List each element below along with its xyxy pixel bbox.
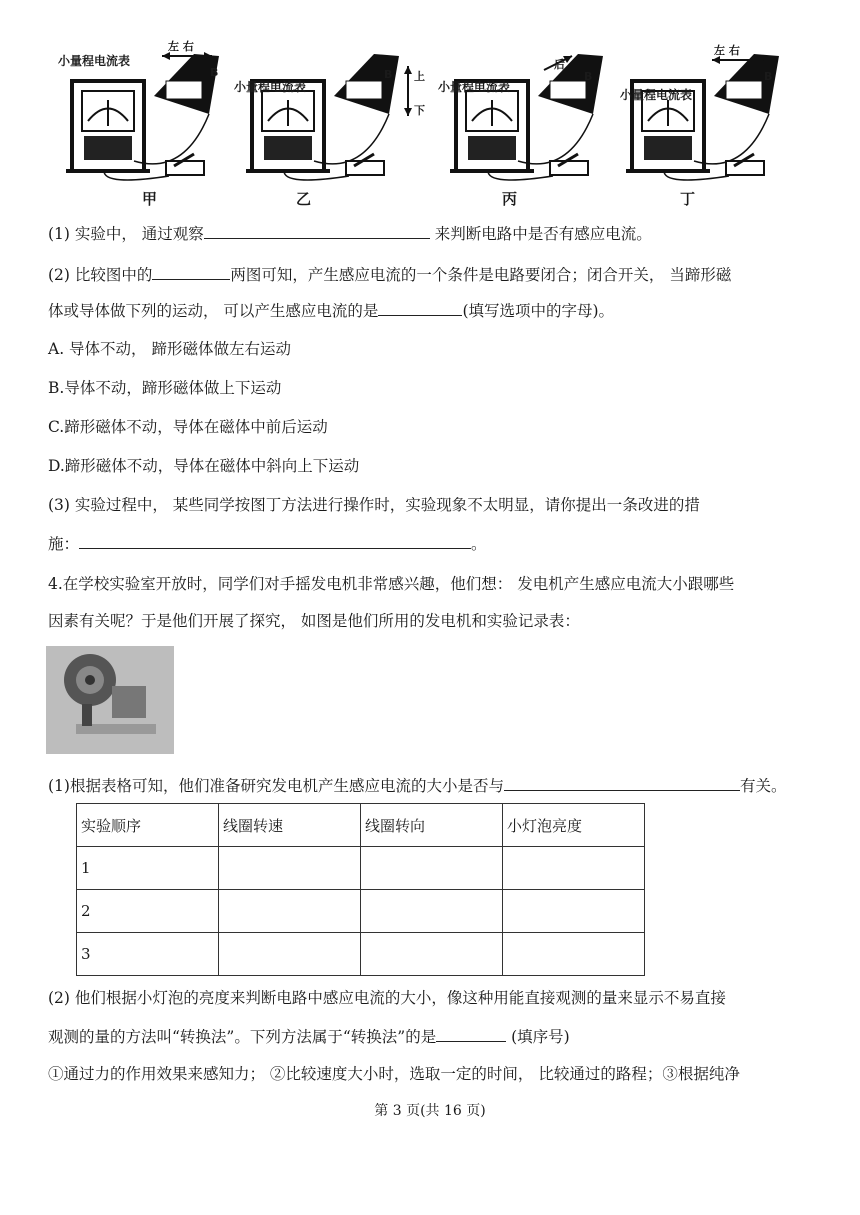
p4-sub2-line3: ①通过力的作用效果来感知力； ②比较速度大小时，选取一定的时间， 比较通过的路程；③根据纯净 <box>48 1065 740 1083</box>
q2-line2-prefix: 体或导体做下列的运动， 可以产生感应电流的是 <box>48 302 379 320</box>
q3-answer-blank[interactable] <box>79 532 471 549</box>
option-a: A. 导体不动， 蹄形磁体做左右运动 <box>48 340 291 358</box>
q3-line1: (3) 实验过程中， 某些同学按图丁方法进行操作时，实验现象不太明显，请你提出一条改进的措 <box>48 496 700 514</box>
direction-ding: 左 右 <box>714 44 740 57</box>
option-d: D.蹄形磁体不动，导体在磁体中斜向上下运动 <box>48 457 360 475</box>
direction-jia: 左 右 <box>168 40 194 53</box>
q3-line2-prefix: 施： <box>48 535 80 553</box>
experiment-figure <box>44 26 814 212</box>
page-footer: 第 3 页(共 16 页) <box>374 1103 486 1119</box>
panel-label-bing: 丙 <box>502 190 518 208</box>
table-header: 小灯泡亮度 <box>503 804 645 847</box>
meter-title-ding: 小量程电流表 <box>620 88 693 102</box>
p4-sub1-suffix: 有关。 <box>739 777 787 795</box>
q2-option-blank[interactable] <box>378 299 462 316</box>
q2-prefix: (2) 比较图中的 <box>48 266 153 284</box>
q2-line2-suffix: (填写选项中的字母)。 <box>462 302 615 320</box>
p4-line2: 因素有关呢？于是他们开展了探究， 如图是他们所用的发电机和实验记录表： <box>48 612 580 630</box>
panel-label-ding: 丁 <box>680 190 696 208</box>
table-cell: 2 <box>77 890 219 933</box>
meter-title-yi: 小量程电流表 <box>234 80 307 94</box>
meter-title-jia: 小量程电流表 <box>58 54 131 68</box>
table-cell: 1 <box>77 847 219 890</box>
direction-yi-top: 上 <box>414 70 425 83</box>
table-cell[interactable] <box>503 890 645 933</box>
option-c: C.蹄形磁体不动，导体在磁体中前后运动 <box>48 418 328 436</box>
p4-sub2-blank[interactable] <box>436 1025 506 1042</box>
table-cell[interactable] <box>219 933 361 976</box>
p4-sub2-line2 <box>48 1025 570 1048</box>
terminal-b-jia: B <box>210 66 219 79</box>
q1-answer-blank[interactable] <box>204 222 430 239</box>
table-row <box>77 933 645 976</box>
q1-prefix: (1) 实验中， 通过观察 <box>48 225 204 243</box>
table-cell[interactable] <box>361 847 503 890</box>
table-cell[interactable] <box>503 847 645 890</box>
terminal-b-ding: B <box>764 70 773 83</box>
q1-suffix: 来判断电路中是否有感应电流。 <box>429 225 652 243</box>
record-table <box>76 803 645 976</box>
table-header: 线圈转向 <box>361 804 503 847</box>
p4-sub1-blank[interactable] <box>504 774 740 791</box>
p4-sub2-line2-prefix: 观测的量的方法叫“转换法”。下列方法属于“转换法”的是 <box>48 1028 437 1046</box>
q3-line2-suffix: 。 <box>471 535 487 553</box>
q2-line2 <box>48 299 614 322</box>
p4-sub2-line2-suffix: (填序号) <box>506 1028 570 1046</box>
table-cell: 3 <box>77 933 219 976</box>
direction-bing: 后 <box>554 58 565 71</box>
panel-label-jia: 甲 <box>142 190 158 208</box>
option-b: B.导体不动，蹄形磁体做上下运动 <box>48 379 282 397</box>
q2-line1 <box>48 263 731 286</box>
table-cell[interactable] <box>361 933 503 976</box>
table-header-row <box>77 804 645 847</box>
terminal-b-bing: B <box>584 70 593 83</box>
direction-yi-bottom: 下 <box>414 104 425 117</box>
generator-photo <box>46 646 174 754</box>
table-cell[interactable] <box>503 933 645 976</box>
figure-drawing <box>44 26 814 212</box>
q2-figures-blank[interactable] <box>152 263 230 280</box>
terminal-b-yi: B <box>384 68 393 81</box>
table-header: 实验顺序 <box>77 804 219 847</box>
p4-sub1 <box>48 774 786 797</box>
table-row <box>77 890 645 933</box>
meter-title-bing: 小量程电流表 <box>438 80 511 94</box>
p4-sub2-line1: (2) 他们根据小灯泡的亮度来判断电路中感应电流的大小，像这种用能直接观测的量来显示不易直接 <box>48 989 726 1007</box>
p4-line1: 4.在学校实验室开放时，同学们对手摇发电机非常感兴趣，他们想： 发电机产生感应电流大小跟哪些 <box>48 575 735 593</box>
table-cell[interactable] <box>361 890 503 933</box>
table-header: 线圈转速 <box>219 804 361 847</box>
table-cell[interactable] <box>219 847 361 890</box>
q1-line <box>48 222 652 245</box>
p4-sub1-prefix: (1)根据表格可知，他们准备研究发电机产生感应电流的大小是否与 <box>48 777 504 795</box>
panel-label-yi: 乙 <box>296 190 312 208</box>
q3-line2 <box>48 532 487 555</box>
panel-jia-drawing <box>66 54 219 180</box>
table-cell[interactable] <box>219 890 361 933</box>
table-row <box>77 847 645 890</box>
q2-suffix: 两图可知，产生感应电流的一个条件是电路要闭合；闭合开关， 当蹄形磁 <box>230 266 732 284</box>
